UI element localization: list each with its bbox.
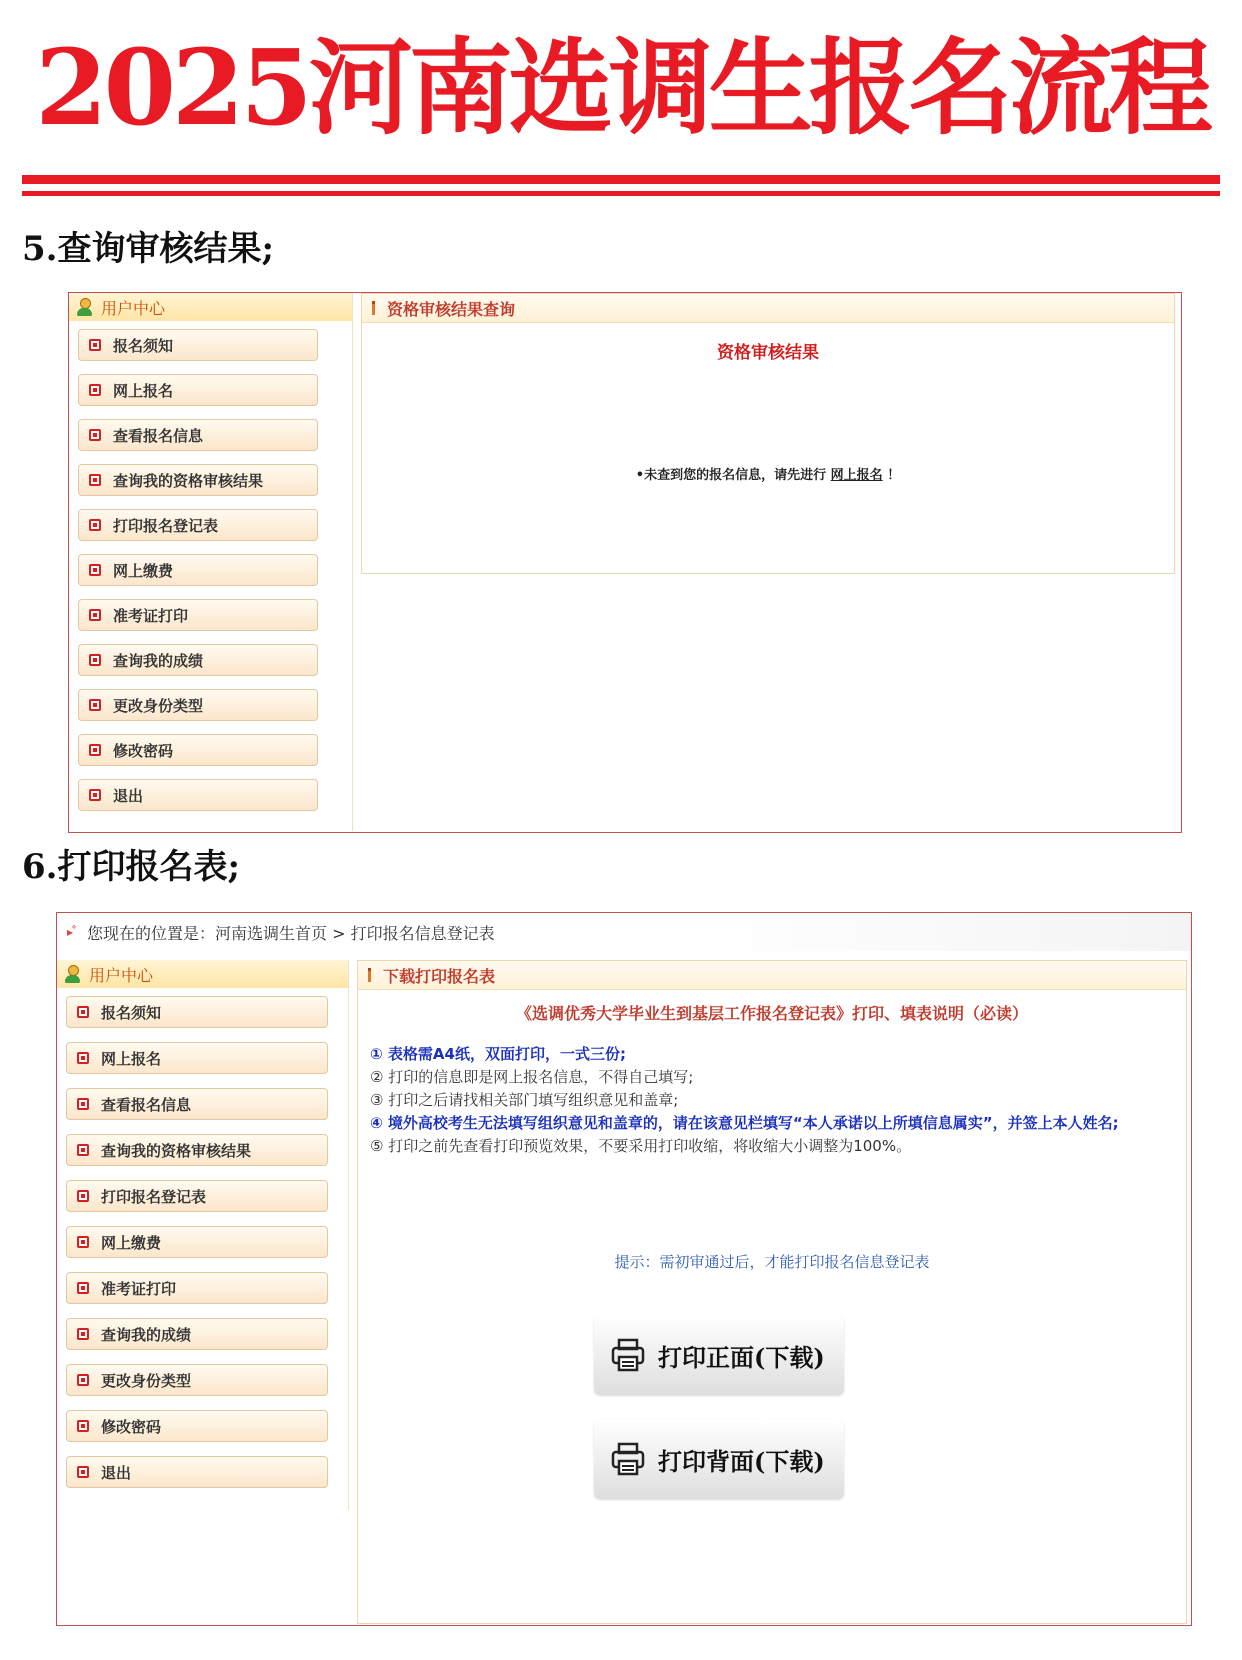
menu-item-label: 更改身份类型 bbox=[113, 696, 204, 715]
step6-heading: 6.打印报名表; bbox=[22, 847, 241, 887]
menu-item-scores[interactable] bbox=[66, 1318, 328, 1350]
page-title: 2025河南选调生报名流程 bbox=[35, 26, 1209, 149]
menu-item-label: 更改身份类型 bbox=[101, 1371, 192, 1390]
menu-item-online-registration[interactable] bbox=[66, 1042, 328, 1074]
menu-item-change-identity[interactable] bbox=[78, 689, 318, 721]
breadcrumb-arrow-icon: ▸˚ bbox=[67, 925, 76, 939]
audit-result-box bbox=[361, 293, 1175, 574]
breadcrumb bbox=[57, 913, 1191, 951]
menu-item-change-password[interactable] bbox=[78, 734, 318, 766]
instruction-item: ④ 境外高校考生无法填写组织意见和盖章的，请在该意见栏填写“本人承诺以上所填信息属实”，并签上本人姓名; bbox=[370, 1114, 1119, 1132]
menu-item-logout[interactable] bbox=[78, 779, 318, 811]
bullet-icon bbox=[89, 384, 101, 396]
title-divider bbox=[22, 175, 1220, 184]
menu-item-label: 网上报名 bbox=[113, 381, 174, 400]
menu-item-admission-ticket[interactable] bbox=[78, 599, 318, 631]
notice-end: ！ bbox=[887, 468, 901, 483]
bullet-icon bbox=[77, 1144, 89, 1156]
bullet-icon bbox=[89, 429, 101, 441]
menu-item-label: 打印报名登记表 bbox=[101, 1187, 207, 1206]
menu-item-label: 报名须知 bbox=[101, 1003, 162, 1022]
menu-item-scores[interactable] bbox=[78, 644, 318, 676]
form-title: 《选调优秀大学毕业生到基层工作报名登记表》打印、填表说明（必读） bbox=[515, 1004, 1028, 1023]
bullet-icon bbox=[89, 699, 101, 711]
bullet-icon bbox=[89, 564, 101, 576]
online-registration-link[interactable]: 网上报名 bbox=[830, 468, 883, 483]
user-icon bbox=[77, 298, 95, 316]
menu-item-change-identity[interactable] bbox=[66, 1364, 328, 1396]
breadcrumb-text: 您现在的位置是：河南选调生首页 > 打印报名信息登记表 bbox=[87, 923, 495, 943]
menu-item-label: 退出 bbox=[113, 786, 144, 805]
menu-item-label: 网上缴费 bbox=[101, 1233, 162, 1252]
notice bbox=[362, 464, 1174, 483]
menu-item-registration-notice[interactable] bbox=[78, 329, 318, 361]
bullet-icon bbox=[89, 474, 101, 486]
bullet-icon bbox=[77, 1282, 89, 1294]
menu-item-print-form[interactable] bbox=[66, 1180, 328, 1212]
menu-item-view-registration[interactable] bbox=[66, 1088, 328, 1120]
menu-item-label: 网上缴费 bbox=[113, 561, 174, 580]
sidebar-header bbox=[69, 293, 352, 321]
bullet-icon bbox=[77, 1236, 89, 1248]
notice-text: •未查到您的报名信息，请先进行 bbox=[635, 468, 827, 483]
title-divider-thin bbox=[22, 191, 1220, 196]
menu-item-print-form[interactable] bbox=[78, 509, 318, 541]
menu-item-change-password[interactable] bbox=[66, 1410, 328, 1442]
print-back-label: 打印背面(下载) bbox=[658, 1446, 825, 1476]
menu-item-label: 网上报名 bbox=[101, 1049, 162, 1068]
menu-item-label: 查询我的资格审核结果 bbox=[113, 471, 264, 490]
bullet-icon bbox=[89, 744, 101, 756]
sidebar-header bbox=[57, 960, 348, 988]
result-title: 资格审核结果 bbox=[717, 343, 819, 363]
instruction-item: ③ 打印之后请找相关部门填写组织意见和盖章; bbox=[370, 1091, 679, 1109]
bullet-icon bbox=[89, 609, 101, 621]
printer-icon bbox=[610, 1441, 646, 1477]
menu-item-label: 查看报名信息 bbox=[101, 1095, 192, 1114]
menu-item-online-payment[interactable] bbox=[66, 1226, 328, 1258]
marker-icon bbox=[372, 301, 375, 315]
sidebar bbox=[57, 960, 349, 1510]
menu-item-admission-ticket[interactable] bbox=[66, 1272, 328, 1304]
menu-item-label: 准考证打印 bbox=[101, 1279, 177, 1298]
menu-item-label: 查看报名信息 bbox=[113, 426, 204, 445]
print-front-button[interactable] bbox=[594, 1315, 844, 1395]
content-header bbox=[358, 961, 1186, 990]
bullet-icon bbox=[89, 654, 101, 666]
sidebar-header-label: 用户中心 bbox=[89, 965, 154, 985]
bullet-icon bbox=[77, 1374, 89, 1386]
instruction-item: ① 表格需A4纸，双面打印，一式三份; bbox=[370, 1045, 626, 1063]
marker-icon bbox=[368, 968, 371, 982]
section-title: 资格审核结果查询 bbox=[387, 299, 516, 319]
user-icon bbox=[65, 965, 83, 983]
tip-text: 提示：需初审通过后，才能打印报名信息登记表 bbox=[614, 1253, 930, 1271]
bullet-icon bbox=[77, 1420, 89, 1432]
bullet-icon bbox=[77, 1006, 89, 1018]
menu-item-label: 查询我的成绩 bbox=[101, 1325, 192, 1344]
panel-audit-result bbox=[68, 292, 1182, 833]
bullet-icon bbox=[77, 1052, 89, 1064]
bullet-icon bbox=[89, 519, 101, 531]
menu-item-online-registration[interactable] bbox=[78, 374, 318, 406]
bullet-icon bbox=[77, 1328, 89, 1340]
bullet-icon bbox=[77, 1466, 89, 1478]
bullet-icon bbox=[77, 1098, 89, 1110]
print-front-label: 打印正面(下载) bbox=[658, 1342, 825, 1372]
section-title: 下载打印报名表 bbox=[383, 966, 496, 986]
step5-heading: 5.查询审核结果; bbox=[22, 229, 275, 269]
bullet-icon bbox=[89, 339, 101, 351]
content-header bbox=[362, 294, 1174, 323]
menu-item-logout[interactable] bbox=[66, 1456, 328, 1488]
instruction-item: ⑤ 打印之前先查看打印预览效果，不要采用打印收缩，将收缩大小调整为100%。 bbox=[370, 1137, 912, 1155]
instructions bbox=[370, 1043, 1130, 1158]
print-back-button[interactable] bbox=[594, 1419, 844, 1499]
menu-item-label: 查询我的资格审核结果 bbox=[101, 1141, 252, 1160]
menu-item-label: 修改密码 bbox=[113, 741, 174, 760]
sidebar-header-label: 用户中心 bbox=[101, 298, 166, 318]
menu-item-online-payment[interactable] bbox=[78, 554, 318, 586]
panel-print-form bbox=[56, 912, 1192, 1626]
menu-item-registration-notice[interactable] bbox=[66, 996, 328, 1028]
menu-item-label: 报名须知 bbox=[113, 336, 174, 355]
menu-item-label: 查询我的成绩 bbox=[113, 651, 204, 670]
menu-item-label: 打印报名登记表 bbox=[113, 516, 219, 535]
bullet-icon bbox=[77, 1190, 89, 1202]
printer-icon bbox=[610, 1337, 646, 1373]
bullet-icon bbox=[89, 789, 101, 801]
sidebar bbox=[69, 293, 353, 831]
instruction-item: ② 打印的信息即是网上报名信息，不得自己填写; bbox=[370, 1068, 694, 1086]
menu-item-view-registration[interactable] bbox=[78, 419, 318, 451]
menu-item-label: 修改密码 bbox=[101, 1417, 162, 1436]
print-form-box bbox=[357, 960, 1187, 1624]
menu-item-audit-result[interactable] bbox=[78, 464, 318, 496]
menu-item-label: 准考证打印 bbox=[113, 606, 189, 625]
menu-item-audit-result[interactable] bbox=[66, 1134, 328, 1166]
menu-item-label: 退出 bbox=[101, 1463, 132, 1482]
